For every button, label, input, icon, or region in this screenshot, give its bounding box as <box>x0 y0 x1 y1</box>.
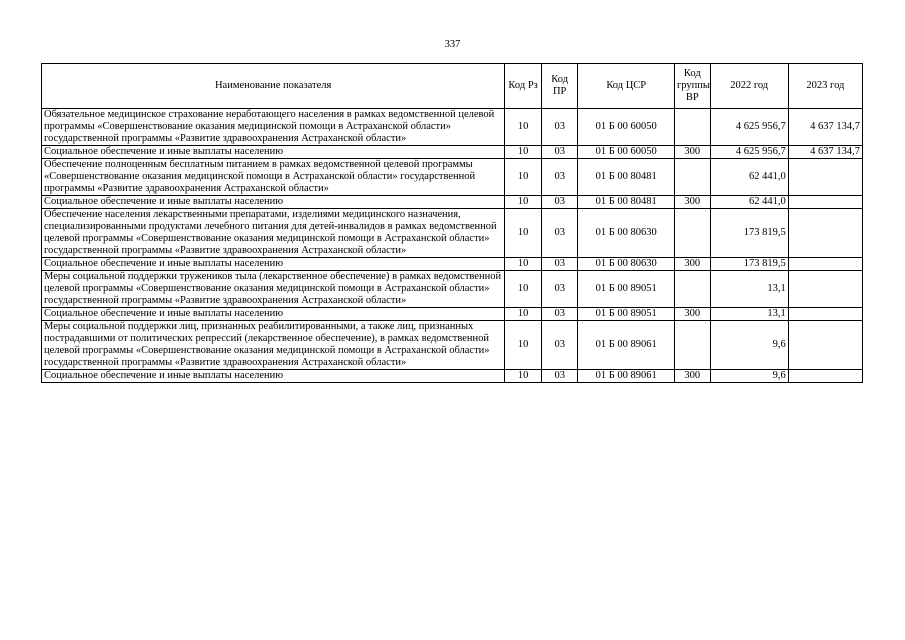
cell-pr: 03 <box>541 159 578 196</box>
cell-rz: 10 <box>505 308 542 321</box>
cell-pr: 03 <box>541 308 578 321</box>
cell-2023 <box>788 308 862 321</box>
cell-vr <box>675 159 711 196</box>
cell-csr: 01 Б 00 80481 <box>578 196 675 209</box>
cell-vr: 300 <box>675 258 711 271</box>
cell-2022: 4 625 956,7 <box>710 146 788 159</box>
cell-rz: 10 <box>505 159 542 196</box>
table-row <box>42 196 863 209</box>
table-row <box>42 370 863 383</box>
cell-2022: 62 441,0 <box>710 196 788 209</box>
cell-rz: 10 <box>505 109 542 146</box>
cell-rz: 10 <box>505 209 542 258</box>
cell-name: Обязательное медицинское страхование неработающего населения в рамках ведомственной целевой программы «Совершенствование оказания медицинской помощи в Астраханской области» государственной программы «Развитие здравоохранения Астраханской области» <box>42 109 505 146</box>
cell-rz: 10 <box>505 370 542 383</box>
cell-csr: 01 Б 00 60050 <box>578 109 675 146</box>
table-row <box>42 146 863 159</box>
cell-2023 <box>788 209 862 258</box>
cell-name: Обеспечение полноценным бесплатным питанием в рамках ведомственной целевой программы «Совершенствование оказания медицинской помощи в Астраханской области» государственной программы «Развитие здравоохранения Астраханской области» <box>42 159 505 196</box>
cell-name: Социальное обеспечение и иные выплаты населению <box>42 258 505 271</box>
table-row <box>42 109 863 146</box>
cell-name: Меры социальной поддержки лиц, признанных реабилитированными, а также лиц, признанных пострадавшими от политических репрессий (лекарственное обеспечение), в рамках ведомственной целевой программы «Совершенствование оказания медицинской помощи в Астраханской области» государственной программы «Развитие здравоохранения Астраханской области» <box>42 321 505 370</box>
table-row <box>42 271 863 308</box>
table-row <box>42 209 863 258</box>
header-2022: 2022 год <box>710 64 788 109</box>
cell-2023: 4 637 134,7 <box>788 109 862 146</box>
table-row <box>42 308 863 321</box>
cell-name: Обеспечение населения лекарственными препаратами, изделиями медицинского назначения, специализированными продуктами лечебного питания для детей-инвалидов в рамках ведомственной целевой программы «Совершенствование оказания медицинской помощи в Астраханской области» государственной программы «Развитие здравоохранения Астраханской области» <box>42 209 505 258</box>
header-vr: Код группы ВР <box>675 64 711 109</box>
cell-name: Социальное обеспечение и иные выплаты населению <box>42 146 505 159</box>
cell-csr: 01 Б 00 60050 <box>578 146 675 159</box>
cell-2022: 62 441,0 <box>710 159 788 196</box>
cell-2022: 9,6 <box>710 370 788 383</box>
cell-2023 <box>788 321 862 370</box>
cell-pr: 03 <box>541 146 578 159</box>
header-pr: Код ПР <box>541 64 578 109</box>
cell-pr: 03 <box>541 321 578 370</box>
cell-2023 <box>788 159 862 196</box>
cell-pr: 03 <box>541 196 578 209</box>
cell-2023 <box>788 258 862 271</box>
table-header-row <box>42 64 863 109</box>
cell-name: Социальное обеспечение и иные выплаты населению <box>42 196 505 209</box>
cell-name: Социальное обеспечение и иные выплаты населению <box>42 308 505 321</box>
cell-csr: 01 Б 00 89061 <box>578 321 675 370</box>
cell-pr: 03 <box>541 209 578 258</box>
cell-rz: 10 <box>505 321 542 370</box>
cell-2022: 13,1 <box>710 271 788 308</box>
cell-2022: 9,6 <box>710 321 788 370</box>
cell-2023: 4 637 134,7 <box>788 146 862 159</box>
cell-csr: 01 Б 00 89051 <box>578 308 675 321</box>
cell-2023 <box>788 196 862 209</box>
cell-csr: 01 Б 00 80630 <box>578 209 675 258</box>
cell-csr: 01 Б 00 89061 <box>578 370 675 383</box>
cell-csr: 01 Б 00 80481 <box>578 159 675 196</box>
cell-2022: 13,1 <box>710 308 788 321</box>
header-rz: Код Рз <box>505 64 542 109</box>
cell-vr: 300 <box>675 308 711 321</box>
cell-csr: 01 Б 00 80630 <box>578 258 675 271</box>
cell-2022: 173 819,5 <box>710 209 788 258</box>
cell-pr: 03 <box>541 258 578 271</box>
cell-vr: 300 <box>675 196 711 209</box>
cell-pr: 03 <box>541 370 578 383</box>
header-2023: 2023 год <box>788 64 862 109</box>
cell-pr: 03 <box>541 109 578 146</box>
header-csr: Код ЦСР <box>578 64 675 109</box>
table-row <box>42 321 863 370</box>
cell-vr <box>675 109 711 146</box>
cell-rz: 10 <box>505 196 542 209</box>
cell-vr: 300 <box>675 146 711 159</box>
cell-2022: 4 625 956,7 <box>710 109 788 146</box>
cell-2022: 173 819,5 <box>710 258 788 271</box>
cell-rz: 10 <box>505 258 542 271</box>
cell-vr <box>675 271 711 308</box>
cell-vr: 300 <box>675 370 711 383</box>
table-row <box>42 258 863 271</box>
cell-vr <box>675 321 711 370</box>
cell-rz: 10 <box>505 271 542 308</box>
budget-table <box>41 63 863 383</box>
cell-csr: 01 Б 00 89051 <box>578 271 675 308</box>
table-row <box>42 159 863 196</box>
cell-2023 <box>788 271 862 308</box>
page-number: 337 <box>444 39 461 50</box>
cell-2023 <box>788 370 862 383</box>
header-name: Наименование показателя <box>42 64 505 109</box>
cell-name: Социальное обеспечение и иные выплаты населению <box>42 370 505 383</box>
cell-pr: 03 <box>541 271 578 308</box>
cell-rz: 10 <box>505 146 542 159</box>
cell-name: Меры социальной поддержки тружеников тыла (лекарственное обеспечение) в рамках ведомственной целевой программы «Совершенствование оказания медицинской помощи в Астраханской области» государственной программы «Развитие здравоохранения Астраханской области» <box>42 271 505 308</box>
cell-vr <box>675 209 711 258</box>
